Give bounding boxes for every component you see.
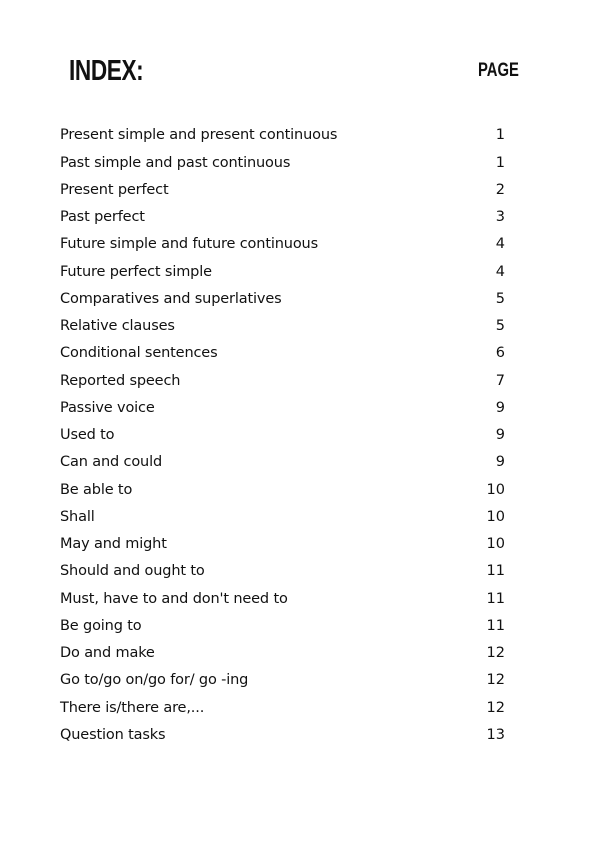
- toc-row: [60, 722, 505, 749]
- toc-page-number: 10: [486, 536, 505, 553]
- toc-entry-label: Passive voice: [60, 399, 155, 416]
- toc-page-number: 9: [495, 454, 505, 471]
- toc-entry-label: There is/there are,...: [60, 699, 205, 716]
- toc-entry-label: Conditional sentences: [60, 345, 218, 362]
- toc-page-number: 3: [495, 209, 505, 226]
- toc-row: [60, 258, 505, 285]
- toc-entry-label: Past simple and past continuous: [60, 154, 291, 171]
- toc-entry-label: Question tasks: [60, 726, 166, 743]
- toc-entry-label: Be going to: [60, 617, 142, 634]
- toc-entry-label: Can and could: [60, 454, 163, 471]
- toc-row: [60, 694, 505, 721]
- toc-page-number: 11: [486, 563, 505, 580]
- toc-page-number: 1: [495, 154, 505, 171]
- toc-row: [60, 367, 505, 394]
- toc-page-number: 5: [495, 318, 505, 335]
- toc-entry-label: Should and ought to: [60, 563, 205, 580]
- toc-row: [60, 449, 505, 476]
- toc-entry-label: Be able to: [60, 481, 133, 498]
- toc-entry-label: Reported speech: [60, 372, 181, 389]
- toc-entry-label: Do and make: [60, 645, 155, 662]
- toc-row: [60, 558, 505, 585]
- toc-page-number: 6: [495, 345, 505, 362]
- toc-row: [60, 504, 505, 531]
- toc-entry-label: Go to/go on/go for/ go -ing: [60, 672, 249, 689]
- toc-page-number: 12: [486, 645, 505, 662]
- toc-page-number: 9: [495, 427, 505, 444]
- toc-page-number: 9: [495, 399, 505, 416]
- toc-page-number: 11: [486, 617, 505, 634]
- toc-page-number: 10: [486, 481, 505, 498]
- toc-page-number: 12: [486, 699, 505, 716]
- toc-entry-label: Future simple and future continuous: [60, 236, 318, 253]
- toc-row: [60, 395, 505, 422]
- toc-page-number: 7: [495, 372, 505, 389]
- toc-page-number: 13: [486, 726, 505, 743]
- toc-row: [60, 122, 505, 149]
- toc-page-number: 4: [495, 236, 505, 253]
- toc-row: [60, 204, 505, 231]
- toc-row: [60, 640, 505, 667]
- toc-entry-label: Future perfect simple: [60, 263, 212, 280]
- toc-row: [60, 422, 505, 449]
- toc-entry-label: May and might: [60, 536, 167, 553]
- toc-entry-label: Must, have to and don't need to: [60, 590, 288, 607]
- toc-row: [60, 286, 505, 313]
- toc-row: [60, 667, 505, 694]
- toc-page-number: 4: [495, 263, 505, 280]
- toc-entry-label: Used to: [60, 427, 115, 444]
- toc-row: [60, 149, 505, 176]
- toc-page-number: 12: [486, 672, 505, 689]
- toc-row: [60, 231, 505, 258]
- toc-page-number: 10: [486, 508, 505, 525]
- toc-entry-label: Present simple and present continuous: [60, 127, 338, 144]
- toc-row: [60, 313, 505, 340]
- toc-row: [60, 531, 505, 558]
- toc-row: [60, 585, 505, 612]
- toc-entry-label: Shall: [60, 508, 95, 525]
- toc-row: [60, 340, 505, 367]
- toc-entry-label: Comparatives and superlatives: [60, 290, 282, 307]
- toc-page-number: 1: [495, 127, 505, 144]
- toc-page-number: 11: [486, 590, 505, 607]
- toc-page-number: 5: [495, 290, 505, 307]
- page-column-heading: PAGE: [478, 60, 519, 81]
- toc-row: [60, 613, 505, 640]
- toc-entry-label: Past perfect: [60, 209, 145, 226]
- toc-entry-label: Present perfect: [60, 181, 169, 198]
- toc-page-number: 2: [495, 181, 505, 198]
- table-of-contents: [60, 122, 505, 749]
- toc-entry-label: Relative clauses: [60, 318, 175, 335]
- toc-row: [60, 476, 505, 503]
- toc-row: [60, 177, 505, 204]
- index-title: INDEX:: [69, 55, 144, 87]
